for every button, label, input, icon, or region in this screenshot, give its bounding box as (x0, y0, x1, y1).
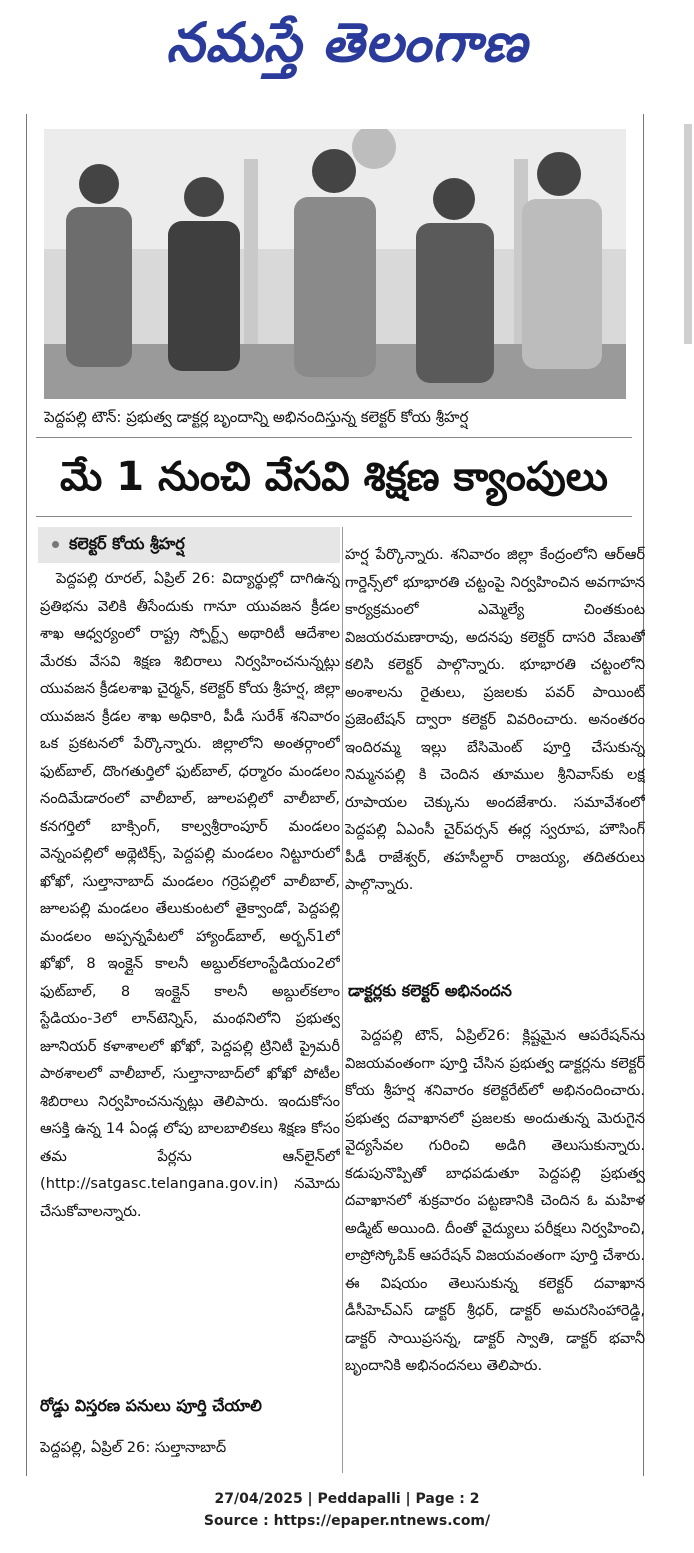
article-column-1 (40, 565, 340, 1385)
source-link[interactable]: Source : https://epaper.ntnews.com/ (203, 1513, 491, 1529)
subheading-doctors-appreciation: డాక్టర్లకు కలెక్టర్‌ అభినందన (348, 981, 512, 1000)
byline-text: కలెక్టర్‌ కోయ శ్రీహర్ష (69, 534, 185, 553)
news-photo (44, 129, 626, 399)
article-headline: మే 1 నుంచి వేసవి శిక్షణ క్యాంపులు (59, 454, 609, 500)
article-column-2 (345, 541, 645, 971)
article-paragraph: హర్ష పేర్కొన్నారు. శనివారం జిల్లా కేంద్రంలోని ఆర్‌ఆర్‌ గార్డెన్స్‌లో భూభారతి చట్టంపై నిర్వహించిన అవగాహన కార్యక్రమంలో ఎమ్మెల్యే చింతకుంట విజయరమణారావు, అదనపు కలెక్టర్‌ దాసరి వేణుతో కలిసి కలెక్టర్‌ పాల్గొన్నారు. భూభారతి చట్టంలోని అంశాలను రైతులు, ప్రజలకు పవర్‌ పాయింట్‌ ప్రజెంటేషన్‌ ద్వారా కలెక్టర్‌ వివరించారు. అనంతరం ఇందిరమ్మ ఇల్లు బేసిమెంట్‌ పూర్తి చేసుకున్న నిమ్మనపల్లి కి చెందిన తూముల శ్రీనివాస్‌కు లక్ష రూపాయల చెక్కును అందజేశారు. సమావేశంలో పెద్దపల్లి ఏఎంసీ చైర్‌పర్సన్‌ ఈర్ల స్వరూప, హౌసింగ్‌ పీడీ రాజేశ్వర్‌, తహసీల్దార్‌ రాజయ్య, తదితరులు పాల్గొన్నారు. (345, 546, 645, 893)
headline-divider (36, 516, 632, 517)
article-paragraph: పెద్దపల్లి టౌన్‌, ఏప్రిల్‌26: క్లిష్టమైన ఆపరేషన్‌ను విజయవంతంగా పూర్తి చేసిన ప్రభుత్వ డాక్టర్లను కలెక్టర్‌ కోయ శ్రీహర్ష శనివారం కలెక్టరేట్‌లో అభినందించారు. ప్రభుత్వ దవాఖానలో ప్రజలకు అందుతున్న మెరుగైన వైద్యసేవల గురించి అడిగి తెలుసుకున్నారు. కడుపునొప్పితో బాధపడుతూ పెద్దపల్లి ప్రభుత్వ దవాఖానలో శుక్రవారం పట్టణానికి చెందిన ఓ మహిళ అడ్మిట్‌ అయింది. దీంతో వైద్యులు పరీక్షలు నిర్వహించి, లాప్రోస్కోపిక్‌ ఆపరేషన్‌ విజయవంతంగా పూర్తి చేశారు. ఈ విషయం తెలుసుకున్న కలెక్టర్‌ దవాఖాన డీసీహెచ్‌ఎస్‌ డాక్టర్‌ శ్రీధర్‌, డాక్టర్‌ అమరసింహారెడ్డి, డాక్టర్‌ సాయిప్రసన్న, డాక్టర్‌ స్వాతి, డాక్టర్‌ భవానీ బృందానికి అభినందనలు తెలిపారు. (345, 1027, 645, 1374)
article-column-3 (345, 1022, 645, 1474)
article-paragraph: పెద్దపల్లి రూరల్‌, ఏప్రిల్‌ 26: విద్యార్థుల్లో దాగిఉన్న ప్రతిభను వెలికి తీసేందుకు గానూ యువజన క్రీడల శాఖ ఆధ్వర్యంలో రాష్ట్ర స్పోర్ట్స్‌ అథారిటీ ఆదేశాల మేరకు వేసవి శిక్షణ శిబిరాలు నిర్వహించనున్నట్లు యువజన క్రీడలశాఖ చైర్మన్‌, కలెక్టర్‌ కోయ శ్రీహర్ష, జిల్లా యువజన క్రీడల శాఖ అధికారి, పీడీ సురేశ్‌ శనివారం ఒక ప్రకటనలో పేర్కొన్నారు. జిల్లాలోని అంతర్గాంలో ఫుట్‌బాల్‌, దొంగతుర్తిలో ఫుట్‌బాల్‌, ధర్మారం మండలం నందిమేడారంలో వాలీబాల్‌, జూలపల్లిలో వాలీబాల్‌, కనగర్తిలో బాక్సింగ్‌, కాల్వశ్రీరాంపూర్‌ మండలం వెన్నంపల్లిలో అథ్లెటిక్స్‌, పెద్దపల్లి మండలం నిట్టూరులో ఖోఖో, సుల్తానాబాద్‌ మండలం గర్రెపల్లిలో వాలీబాల్‌, జూలపల్లి మండలం తేలుకుంటలో తైక్వాండో, పెద్దపల్లి మండలం అప్పన్నపేటలో హ్యాండ్‌బాల్‌, అర్బన్‌1లో ఖోఖో, 8 ఇంక్లైన్‌ కాలనీ అబ్దుల్‌కలాంస్టేడియం2లో ఫుట్‌బాల్‌, 8 ఇంక్లైన్‌ కాలనీ అబ్దుల్‌కలాం స్టేడియం-3లో లాన్‌టెన్నిస్‌, మంథనిలోని ప్రభుత్వ జూనియర్‌ కళాశాలలో ఖోఖో, పెద్దపల్లి ట్రినిటీ ప్రైమరీ పాఠశాలలో వాలీబాల్‌, సుల్తానాబాద్‌లో ఖోఖో పోటీల శిబిరాలు నిర్వహించనున్నట్లు తెలిపారు. ఇందుకోసం ఆసక్తి ఉన్న 14 ఏండ్ల లోపు బాలబాలికలు శిక్షణ కోసం తమ పేర్లను ఆన్‌లైన్‌లో (http://satgasc.telangana.gov.in) నమోదు చేసుకోవాలన్నారు. (40, 570, 340, 1220)
bullet-icon (52, 541, 59, 548)
masthead (0, 6, 694, 80)
newspaper-title: నమస్తే తెలంగాణ (166, 11, 528, 74)
edition-info: 27/04/2025 | Peddapalli | Page : 2 (214, 1491, 480, 1507)
subheading-road-works: రోడ్డు విస్తరణ పనులు పూర్తి చేయాలి (40, 1396, 262, 1415)
byline (38, 527, 340, 563)
group-photo-illustration (44, 129, 626, 399)
photo-caption: పెద్దపల్లి టౌన్‌: ప్రభుత్వ డాక్టర్ల బృందాన్ని అభినందిస్తున్న కలెక్టర్‌ కోయ శ్రీహర్ష (44, 408, 469, 426)
adjacent-photo-edge (684, 124, 692, 344)
article-column-1-continued: పెద్దపల్లి, ఏప్రిల్‌ 26: సుల్తానాబాద్‌ (40, 1439, 227, 1456)
caption-divider (36, 437, 632, 438)
adjacent-article-strip (672, 114, 694, 1476)
page-footer (0, 1488, 694, 1532)
column-divider (342, 527, 343, 1473)
